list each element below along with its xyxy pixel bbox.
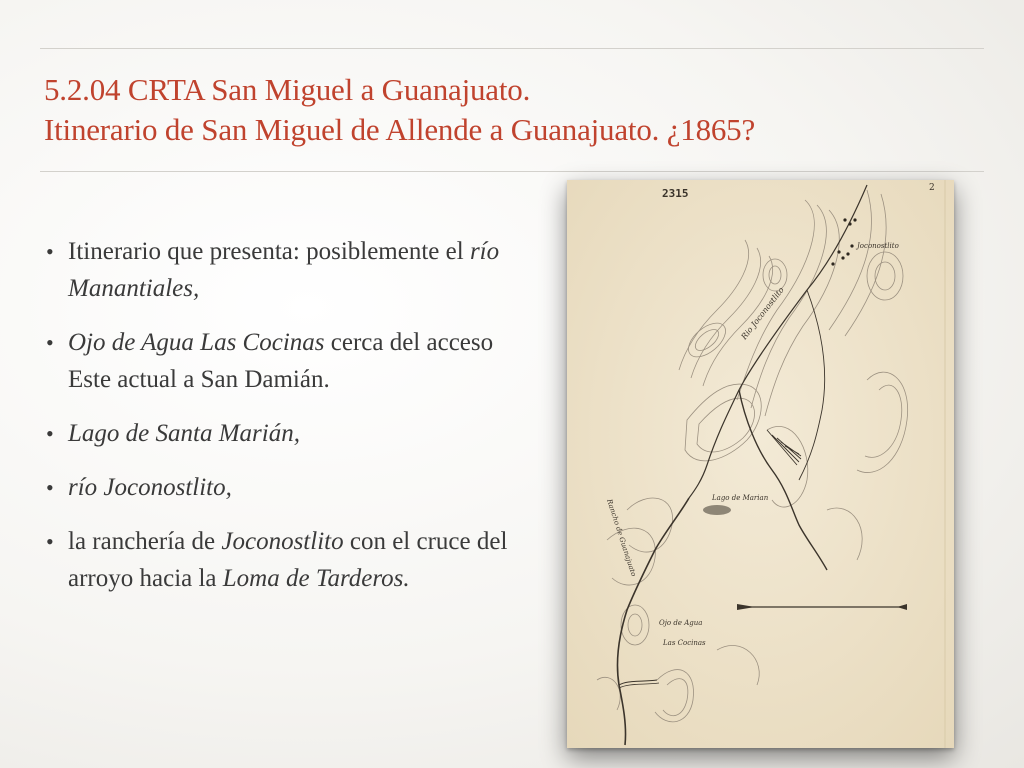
- bullet-item-5: [46, 523, 526, 597]
- map-label-lago: Lago de Marian: [712, 494, 769, 502]
- top-divider: [40, 48, 984, 49]
- map-sheet-number: 2315: [662, 187, 689, 200]
- bullet-text-italic: Ojo de Agua Las Cocinas: [68, 329, 325, 356]
- bullet-text: la ranchería de: [68, 528, 222, 555]
- bullet-item-1: [46, 233, 526, 307]
- historic-map-image: [567, 180, 954, 748]
- slide-title: [44, 70, 944, 150]
- map-label-cocinas: Las Cocinas: [663, 639, 706, 647]
- bullet-text-italic: Lago de Santa Marián,: [68, 420, 300, 447]
- map-label-ojo: Ojo de Agua: [659, 619, 703, 627]
- bullet-list: [46, 233, 526, 614]
- title-line-2: Itinerario de San Miguel de Allende a Guanajuato. ¿1865?: [44, 112, 756, 147]
- bullet-item-3: [46, 415, 526, 452]
- bullet-text-italic: río Manantiales,: [68, 238, 500, 302]
- bullet-text-italic: Loma de Tarderos.: [222, 565, 410, 592]
- map-label-rio: Rio Joconostlito: [739, 285, 786, 342]
- title-line-1: 5.2.04 CRTA San Miguel a Guanajuato.: [44, 72, 531, 107]
- bullet-item-4: [46, 469, 526, 506]
- bullet-text: cerca del acceso Este actual a San Damián.: [68, 329, 494, 393]
- bullet-text-italic: río Joconostlito,: [68, 474, 232, 501]
- map-lake-shape: [703, 505, 731, 515]
- bullet-text-italic: Joconostlito: [221, 528, 344, 555]
- title-divider: [40, 171, 984, 172]
- map-drawing: [567, 180, 954, 748]
- map-corner-mark: 2: [929, 183, 935, 193]
- map-label-rancheria: Joconostlito: [857, 242, 899, 250]
- bullet-text: Itinerario que presenta: posiblemente el: [68, 238, 470, 265]
- bullet-item-2: [46, 324, 526, 398]
- map-label-camino: Rancho de Guanajuato: [605, 498, 638, 578]
- bullet-text: con el cruce del arroyo hacia la: [68, 528, 508, 592]
